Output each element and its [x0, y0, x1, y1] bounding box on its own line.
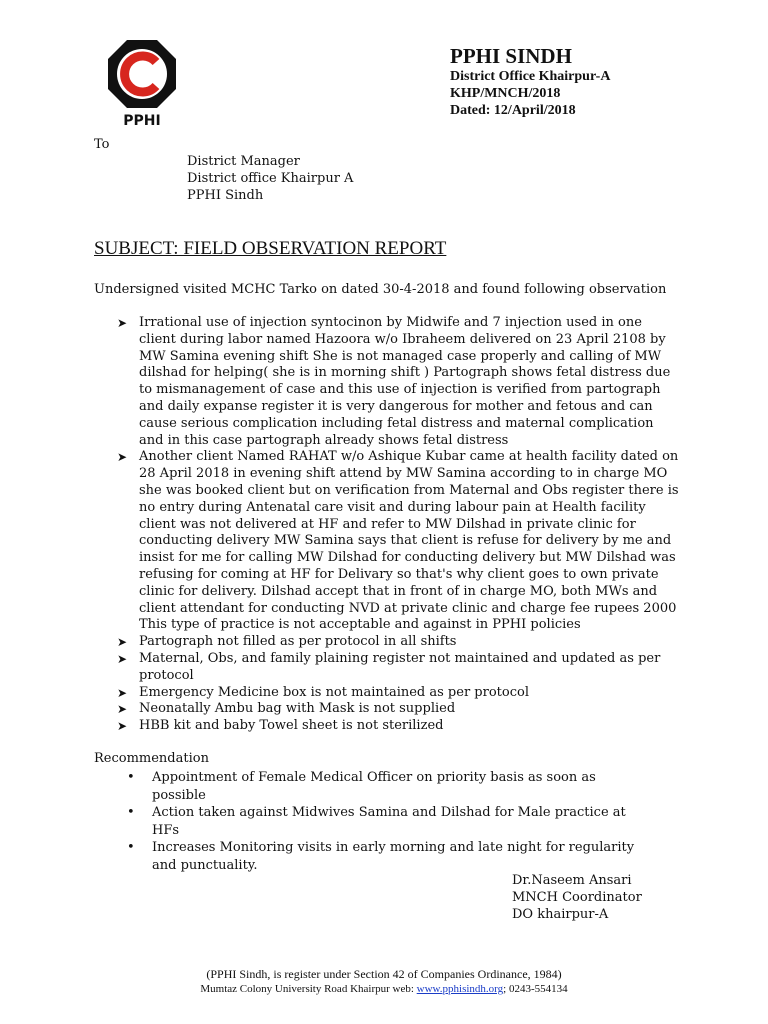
observation-text: Emergency Medicine box is not maintained as per protocol [139, 684, 529, 700]
arrow-bullet-icon: ➤ [117, 450, 128, 465]
footer-address: Mumtaz Colony University Road Khairpur web: [200, 983, 417, 995]
observation-item [117, 685, 682, 702]
recipient-line: District Manager [187, 154, 300, 169]
observation-text: Irrational use of injection syntocinon by Midwife and 7 injection used in one client during labor named Hazoora w/o Ibraheem delivered on 23 April 2108 by MW Samina evening shift She is not managed case properly and calling of MW dilshad for helping( she is in morning shift ) Partograph shows fetal distress due to mismanagement of case and this use of injection is verified from partograph and daily expanse register it is very dangerous for mother and fetous and can cause serious complication including fetal distress and maternal complication and in this case partograph already shows fetal distress [139, 315, 671, 448]
arrow-bullet-icon: ➤ [117, 702, 128, 717]
observation-item [117, 634, 682, 651]
arrow-bullet-icon: ➤ [117, 635, 128, 650]
recommendation-heading: Recommendation [94, 751, 209, 766]
signature-block [512, 872, 642, 923]
pphi-logo [106, 38, 178, 128]
to-label: To [94, 137, 110, 152]
recommendation-item [127, 839, 647, 874]
arrow-bullet-icon: ➤ [117, 316, 128, 330]
recommendation-item [127, 769, 647, 804]
signatory-title: MNCH Coordinator [512, 890, 642, 905]
recommendation-text: Action taken against Midwives Samina and Dilshad for Male practice at HFs [152, 805, 626, 838]
observation-item [117, 449, 682, 634]
pphi-logo-emblem [106, 38, 178, 128]
arrow-bullet-icon: ➤ [117, 651, 128, 666]
org-name: PPHI SINDH [450, 44, 572, 68]
reference-number: KHP/MNCH/2018 [450, 86, 561, 101]
recommendation-text: Increases Monitoring visits in early morning and late night for regularity and punctuality. [152, 840, 635, 873]
recommendation-item [127, 804, 647, 839]
subject-heading: SUBJECT: FIELD OBSERVATION REPORT [94, 238, 447, 259]
signatory-office: DO khairpur-A [512, 907, 609, 922]
observation-item [117, 651, 682, 685]
logo-text: PPHI [123, 113, 161, 128]
recommendation-text: Appointment of Female Medical Officer on priority basis as soon as possible [152, 770, 596, 803]
recommendation-list [127, 769, 647, 874]
observation-text: Maternal, Obs, and family plaining register not maintained and updated as per protocol [139, 650, 661, 683]
footer-registration: (PPHI Sindh, is register under Section 42 of Companies Ordinance, 1984) [206, 967, 562, 981]
footer-phone: ; 0243-554134 [503, 983, 568, 995]
dot-bullet-icon: • [127, 840, 135, 855]
recipient-address [187, 153, 353, 204]
signatory-name: Dr.Naseem Ansari [512, 873, 632, 888]
office-line: District Office Khairpur-A [450, 69, 611, 84]
observation-item [117, 315, 682, 449]
dot-bullet-icon: • [127, 770, 135, 785]
website-link[interactable]: www.pphisindh.org [416, 983, 504, 995]
intro-paragraph: Undersigned visited MCHC Tarko on dated 30-4-2018 and found following observation [94, 282, 667, 297]
recipient-line: PPHI Sindh [187, 188, 264, 203]
recipient-line: District office Khairpur A [187, 171, 354, 186]
observation-text: HBB kit and baby Towel sheet is not sterilized [139, 718, 444, 734]
dot-bullet-icon: • [127, 805, 135, 820]
observation-text: Partograph not filled as per protocol in all shifts [139, 634, 457, 650]
observation-text: Another client Named RAHAT w/o Ashique Kubar came at health facility dated on 28 April 2018 in evening shift attend by MW Samina according to in charge MO she was booked client but on verification from Maternal and Obs register there is no entry during Antenatal care visit and during labour pain at Health facility client was not delivered at HF and refer to MW Dilshad in private clinic for conducting delivery MW Samina says that client is refuse for delivery by me and insist for me for calling MW Dilshad for conducting delivery but MW Dilshad was refusing for coming at HF for Delivary so that's why client goes to own private clinic for delivery. Dilshad accept that in front of in charge MO, both MWs and client attendant for conducting NVD at private clinic and charge fee rupees 2000 This type of practice is not acceptable and against in PPHI policies [139, 449, 679, 633]
arrow-bullet-icon: ➤ [117, 719, 128, 734]
observation-text: Neonatally Ambu bag with Mask is not supplied [139, 701, 456, 717]
arrow-bullet-icon: ➤ [117, 685, 128, 700]
observation-item [117, 718, 682, 735]
observation-list [117, 315, 682, 735]
footer-contact [0, 983, 768, 995]
letter-date: Dated: 12/April/2018 [450, 103, 576, 118]
observation-item [117, 701, 682, 718]
